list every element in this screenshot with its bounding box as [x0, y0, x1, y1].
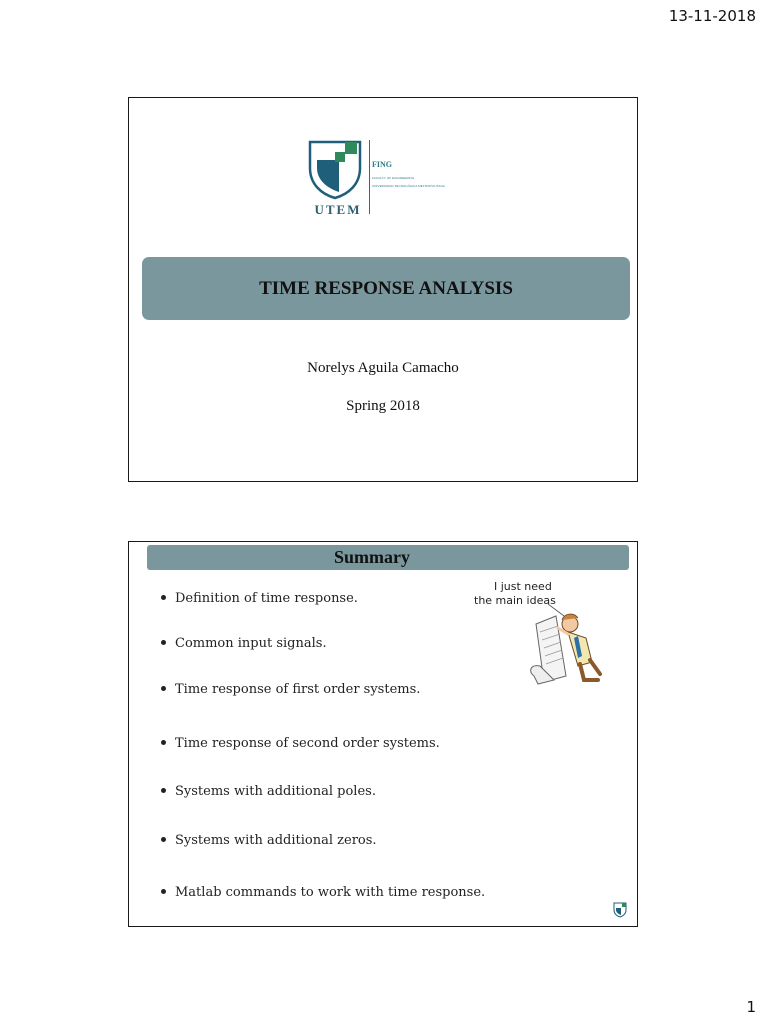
list-item: Time response of first order systems.: [161, 682, 420, 697]
bullet-icon: [161, 788, 166, 793]
utem-logo: [305, 138, 475, 218]
list-item: Time response of second order systems.: [161, 736, 440, 751]
slide-title: TIME RESPONSE ANALYSIS: [259, 277, 513, 299]
logo-wordmark: UTEM: [314, 202, 362, 217]
summary-slide: [128, 541, 638, 927]
title-slide: [128, 97, 638, 482]
logo-divider: [369, 140, 370, 214]
cartoon-caption-line1: I just need: [494, 580, 552, 593]
list-item: Definition of time response.: [161, 591, 358, 606]
bullet-icon: [161, 686, 166, 691]
summary-title: Summary: [334, 547, 410, 567]
cartoon-caption-line2: the main ideas: [474, 594, 556, 607]
logo-faculty: FACULTY OF ENGINEERING: [372, 176, 415, 180]
shield-icon: [305, 138, 371, 202]
list-item: Matlab commands to work with time response.: [161, 885, 485, 900]
term-label: Spring 2018: [346, 398, 420, 414]
bullet-icon: [161, 595, 166, 600]
list-item: Systems with additional poles.: [161, 784, 376, 799]
list-item: Systems with additional zeros.: [161, 833, 377, 848]
logo-university: UNIVERSIDAD TECNOLÓGICA METROPOLITANA: [372, 184, 445, 188]
logo-fing: FING: [372, 160, 392, 169]
page-number: 1: [746, 998, 756, 1016]
utem-mini-logo-icon: [613, 902, 629, 920]
bullet-icon: [161, 837, 166, 842]
list-item: Common input signals.: [161, 636, 327, 651]
bullet-icon: [161, 640, 166, 645]
bullet-icon: [161, 889, 166, 894]
author-name: Norelys Aguila Camacho: [307, 360, 459, 376]
title-band: [142, 257, 630, 320]
summary-list: [129, 542, 637, 926]
bullet-icon: [161, 740, 166, 745]
page-date: 13-11-2018: [668, 7, 756, 25]
